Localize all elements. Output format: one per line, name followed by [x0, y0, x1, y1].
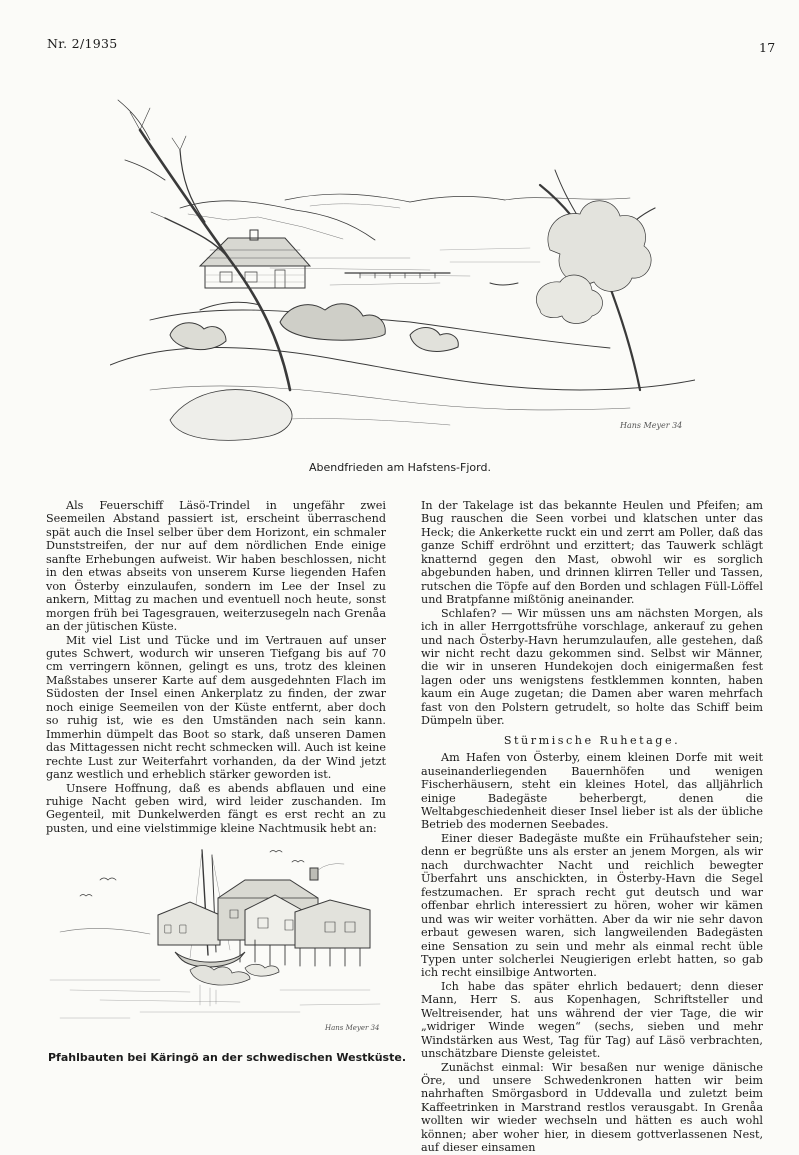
paragraph: Ich habe das später ehrlich bedauert; denn dieser Mann, Herr S. aus Kopenhagen, Schriftsteller und Weltreisender, hat uns während der vier Tage, die wir „widriger Winde wegen“ (sechs, sieben und mehr Windstärken aus West, Tag für Tag) auf Läsö verbrachten, unschätzbare Dienste geleistet. [421, 979, 763, 1061]
paragraph: Mit viel List und Tücke und im Vertrauen auf unser gutes Schwert, wodurch wir unseren Tiefgang bis auf 70 cm verringern können, gelingt es uns, trotz des kleinen Maßstabes unserer Karte auf dem ausgedehnten Flach im Südosten der Insel einen Ankerplatz zu finden, der zwar noch einige Seemeilen von der Küste entfernt, aber doch so ruhig ist, wie es den Umständen nach sein kann. Immerhin dümpelt das Boot so stark, daß unseren Damen das Mittagessen nicht recht schmecken will. Auch ist keine rechte Lust zur Weiterfahrt vorhanden, da der Wind jetzt ganz westlich und erheblich stärker geworden ist. [46, 633, 386, 782]
paragraph: Zunächst einmal: Wir besaßen nur wenige dänische Öre, und unsere Schwedenkronen hatten wir beim nahrhaften Smörgasbord in Uddevalla und zuletzt beim Kaffeetrinken in Marstrand restlos verausgabt. In Grenåa wollten wir wieder wechseln und hätten es auch wohl können; aber woher hier, in diesem gottverlassenen Nest, auf dieser einsamen [421, 1060, 763, 1155]
page-number: 17 [759, 40, 776, 55]
illustration-signature: Hans Meyer 34 [620, 421, 683, 430]
text-column-left [46, 499, 386, 835]
issue-number: Nr. 2/1935 [47, 36, 118, 51]
illustration-signature: Hans Meyer 34 [325, 1024, 380, 1032]
top-illustration-caption: Abendfrieden am Hafstens-Fjord. [309, 461, 491, 474]
section-heading: Stürmische Ruhetage. [503, 733, 681, 747]
paragraph: Schlafen? — Wir müssen uns am nächsten Morgen, als ich in aller Herrgottsfrühe vorschlage, ankerauf zu gehen und nach Österby-Havn herumzulaufen, alle gestehen, daß wir nicht recht dazu gekommen sind. Selbst wir Männer, die wir in unseren Hundekojen doch einigermaßen fest lagen oder uns wenigstens festklemmen konnten, haben kaum ein Auge zugetan; die Damen aber waren mehrfach fast von den Polstern getrudelt, so holte das Schiff beim Dümpeln über. [421, 606, 763, 728]
stilt-houses-illustration [40, 840, 388, 1045]
paragraph: Als Feuerschiff Läsö-Trindel in ungefähr zwei Seemeilen Abstand passiert ist, erscheint überraschend spät auch die Insel selber über dem Horizont, ein schmaler Dunststreifen, der nur auf dem nördlichen Ende einige sanfte Erhebungen aufweist. Wir haben beschlossen, nicht in den etwas abseits von unserem Kurse liegenden Hafen von Österby einzulaufen, sondern im Lee der Insel zu ankern, Mittag zu machen und eventuell noch heute, sonst morgen früh bei Tagesgrauen, weiterzusegeln nach Grenåa an der jütischen Küste. [46, 499, 386, 634]
bottom-illustration-caption: Pfahlbauten bei Käringö an der schwedischen Westküste. [48, 1051, 407, 1064]
paragraph: Unsere Hoffnung, daß es abends abflauen und eine ruhige Nacht geben wird, wird leider zuschanden. Im Gegenteil, mit Dunkelwerden fängt es erst recht an zu pusten, und eine vielstimmige kleine Nachtmusik hebt an: [46, 781, 386, 835]
paragraph: In der Takelage ist das bekannte Heulen und Pfeifen; am Bug rauschen die Seen vorbei und klatschen unter das Heck; die Ankerkette ruckt ein und zerrt am Poller, daß das ganze Schiff erdröhnt und erzittert; das Tauwerk schlägt knatternd gegen den Mast, obwohl wir es sorglich abgebunden haben, und drinnen klirren Teller und Tassen, rutschen die Töpfe auf den Borden und schlagen Füll-Löffel und Bratpfanne mißtönig aneinander. [421, 499, 763, 607]
paragraph: Am Hafen von Österby, einem kleinen Dorfe mit weit auseinanderliegenden Bauernhöfen und wenigen Fischerhäusern, steht ein kleines Hotel, das alljährlich einige Badegäste beherbergt, denen die Weltabgeschiedenheit dieser Insel lieber ist als der übliche Betrieb des modernen Seebades. [421, 751, 763, 832]
paragraph: Einer dieser Badegäste mußte ein Frühaufsteher sein; denn er begrüßte uns als erster an jenem Morgen, als wir nach durchwachter Nacht und reichlich bewegter Überfahrt uns anschickten, in Österby-Havn die Segel festzumachen. Er sprach recht gut deutsch und war offenbar ehrlich interessiert zu hören, woher wir kämen und was wir weiter vorhätten. Aber da wir nie sehr davon erbaut gewesen waren, sich langweilenden Badegästen eine Sensation zu sein und mehr als einmal recht üble Typen unter solcherlei Neugierigen erlebt hatten, so gab ich recht einsilbige Antworten. [421, 831, 763, 980]
fjord-landscape-illustration [110, 90, 695, 450]
text-column-right [421, 499, 763, 1155]
